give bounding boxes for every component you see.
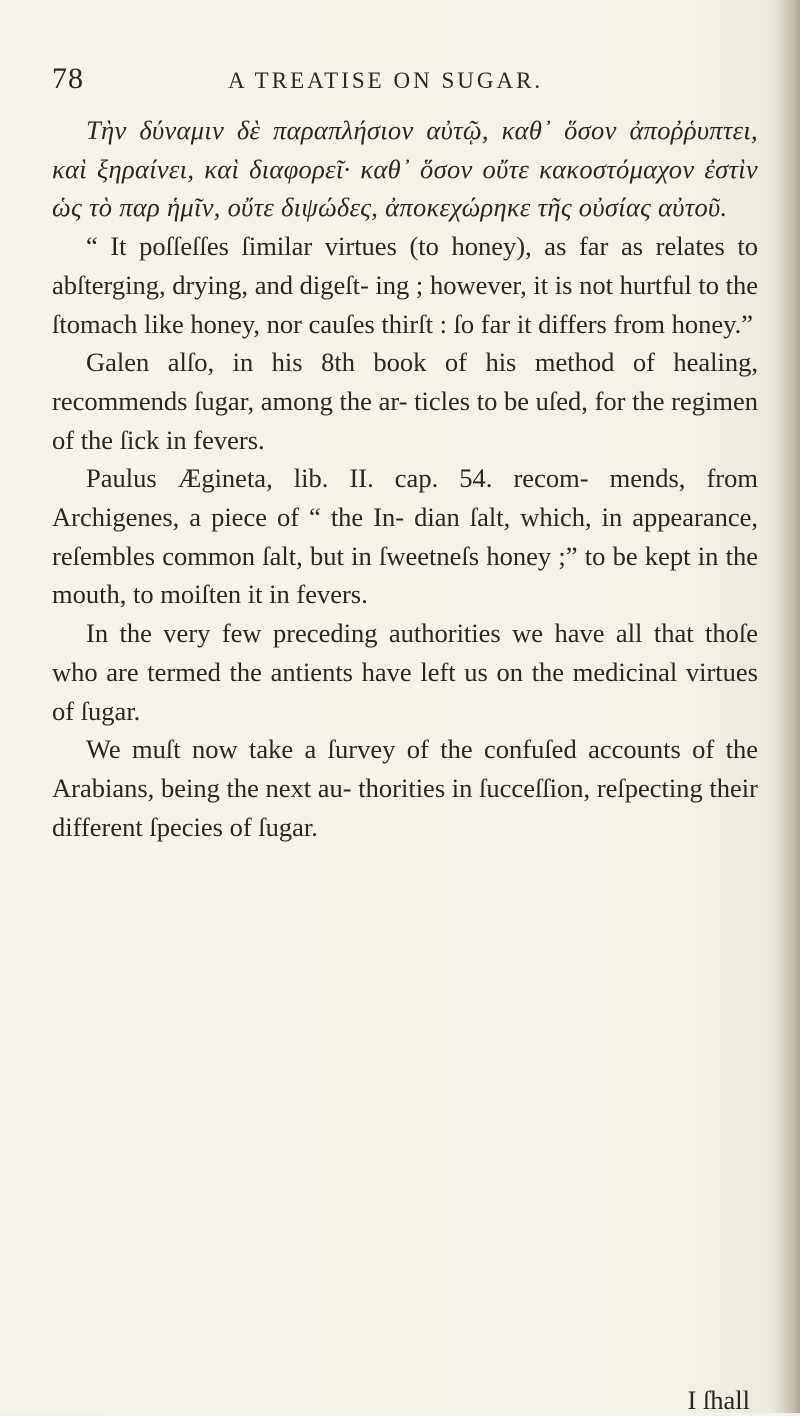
greek-quotation: Τὴν δύναμιν δὲ παραπλήσιον αὐτῷ, καθ᾽ ὅσον ἀποῤῥυπτει, καὶ ξηραίνει, καὶ διαφορεῖ· καθ᾽ ὅσον οὔτε κακοστόμαχον ἐστὶν ὡς τὸ παρ ἡμῖν, οὔτε διψώδες, ἀποκεχώρηκε τῆς οὐσίας αὐτοῦ. [52,115,758,223]
galen-paragraph: Galen alſo, in his 8th book of his method of healing, recommends ſugar, among the ar- ticles to be uſed, for the regimen of the ſick in fevers. [52,347,758,455]
translation-paragraph: “ It poſſeſſes ſimilar virtues (to honey), as far as relates to abſterging, drying, and digeſt- ing ; however, it is not hurtful to the ſtomach like honey, nor cauſes thirſt : ſo far it differs from honey.” [52,231,758,339]
page-header [52,62,752,102]
paulus-paragraph: Paulus Ægineta, lib. II. cap. 54. recom- mends, from Archigenes, a piece of “ the In- dian ſalt, which, in appearance, reſembles common ſalt, but in ſweetneſs honey ;” to be kept in the mouth, to moiſten it in fevers. [52,463,758,610]
catchword: I ſhall [687,1385,750,1415]
page-number: 78 [52,62,84,95]
body-text [52,111,758,846]
arabians-paragraph: We muſt now take a ſurvey of the confuſed accounts of the Arabians, being the next au- thorities in ſucceſſion, reſpecting their different ſpecies of ſugar. [52,734,758,842]
page-edge-shadow [774,0,800,1413]
running-head: A TREATISE ON SUGAR. [228,68,544,93]
authorities-paragraph: In the very few preceding authorities we have all that thoſe who are termed the antients have left us on the medicinal virtues of ſugar. [52,618,758,726]
